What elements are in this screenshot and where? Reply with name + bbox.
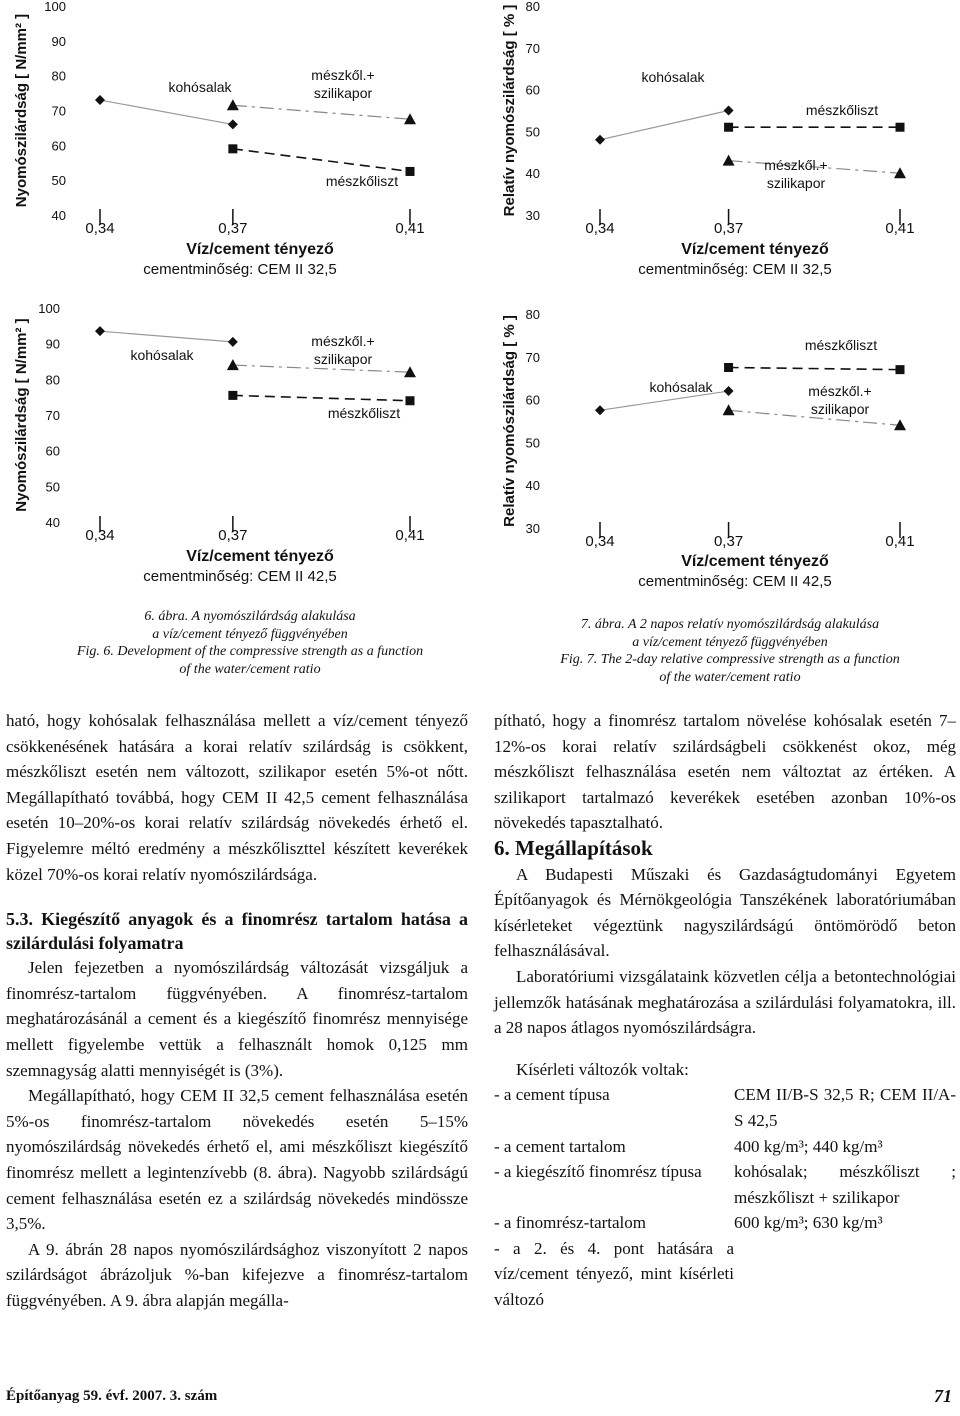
y-axis-label: Relatív nyomószilárdság [ % ] <box>500 4 518 217</box>
fig7-caption-en-2: of the water/cement ratio <box>659 669 801 685</box>
y-tick-label: 60 <box>525 392 540 408</box>
x-tick-label: 0,37 <box>713 220 744 237</box>
left-paragraph-1: ható, hogy kohósalak felhasználása mellett a víz/cement tényező csökkenésének hatására a korai relatív szilárdság is csökkent, mészkőliszt esetén nem változott, szilikapor esetén 5%-ot nőtt. Megállapítható továbbá, hogy CEM II 42,5 cement felhasználása esetén 10–20%-os korai relatív szilárdság növekedés érhető el. Figyelemre méltó eredmény a mészkőliszttel készített keverékek közel 70%-os korai relatív nyomószilárdsága. <box>6 711 468 884</box>
section-heading-6: 6. Megállapítások <box>494 835 653 860</box>
series-label: mészkől.+ <box>311 333 375 349</box>
x-tick-label: 0,41 <box>395 220 425 237</box>
x-tick-label: 0,37 <box>713 533 744 550</box>
series-label: kohósalak <box>130 347 194 363</box>
series-label: szilikapor <box>766 175 826 191</box>
data-point-triangle <box>723 155 735 166</box>
y-tick-label: 30 <box>525 208 540 223</box>
series-label: szilikapor <box>810 401 870 417</box>
y-tick-label: 90 <box>51 33 66 49</box>
series-line <box>100 100 233 124</box>
data-point-triangle <box>723 404 735 415</box>
y-tick-label: 90 <box>45 336 60 352</box>
list-item: - a kiegészítő finomrész típusa kohósalak; mészkőliszt ; mészkőliszt + szilikapor <box>494 1162 956 1207</box>
chart-subtitle: cementminőség: CEM II 42,5 <box>638 573 832 590</box>
fig7-caption-en-1: Fig. 7. The 2-day relative compressive strength as a function <box>560 652 900 667</box>
series-label: mészkől.+ <box>764 157 828 173</box>
data-point-diamond <box>724 386 734 396</box>
series-label: szilikapor <box>313 351 373 367</box>
data-point-square <box>896 365 905 374</box>
chart-subtitle: cementminőség: CEM II 32,5 <box>638 261 832 278</box>
y-tick-label: 80 <box>525 0 540 14</box>
y-tick-label: 40 <box>51 208 66 223</box>
right-paragraph-3: Laboratóriumi vizsgálataink közvetlen célja a betontechnológiai jellemzők hatásának meghatározása a szilárdulási folyamatokra, ill. a 28 napos átlagos nyomószilárdságra. <box>494 966 956 1038</box>
x-tick-label: 0,34 <box>585 220 615 237</box>
series-line <box>729 368 900 370</box>
variables-list-title: Kísérleti változók voltak: <box>516 1059 689 1079</box>
x-tick-label: 0,41 <box>885 533 915 550</box>
series-label: mészkől.+ <box>311 67 375 83</box>
fig6-caption-en-1: Fig. 6. Development of the compressive strength as a function <box>76 644 424 659</box>
x-axis-label: Víz/cement tényező <box>681 553 829 570</box>
y-tick-label: 70 <box>525 40 540 56</box>
y-tick-label: 30 <box>525 521 540 536</box>
data-point-triangle <box>227 359 239 370</box>
left-paragraph-3: Megállapítható, hogy CEM II 32,5 cement felhasználása esetén 5%-os finomrész-tartalom növekedés esetén 5–15% nyomószilárdság növekedés érhető el, ami mészkőliszt kiegészítő finomrész mellett a legintenzívebb (8. ábra). Nagyobb szilárdságú cement felhasználása esetén ez a szilárdság növekedés mindössze 3,5%. <box>6 1086 468 1234</box>
right-column <box>494 708 956 1313</box>
fig6-caption-hu-2: a víz/cement tényező függvényében <box>152 626 348 642</box>
data-point-diamond <box>595 135 605 145</box>
series-label: szilikapor <box>313 85 373 101</box>
y-tick-label: 100 <box>44 0 66 14</box>
x-tick-label: 0,34 <box>585 533 615 550</box>
y-tick-label: 70 <box>51 103 66 119</box>
y-tick-label: 60 <box>51 138 66 154</box>
fig7-caption-hu-1: 7. ábra. A 2 napos relatív nyomószilárdság alakulása <box>580 617 880 632</box>
x-tick-label: 0,41 <box>395 527 425 544</box>
list-item: - a cement tartalom 400 kg/m³; 440 kg/m³ <box>494 1136 883 1156</box>
data-point-square <box>896 123 905 132</box>
right-paragraph-2: A Budapesti Műszaki és Gazdaságtudományi Egyetem Építőanyagok és Mérnökgeológia Tanszékének laboratóriumában kísérleteket végeztünk nagyszilárdságú öntömörödő beton felhasználásával. <box>494 864 956 961</box>
y-tick-label: 100 <box>38 301 60 316</box>
left-column <box>6 708 468 1313</box>
y-tick-label: 40 <box>525 478 540 494</box>
data-point-diamond <box>595 405 605 415</box>
x-tick-label: 0,34 <box>85 220 115 237</box>
y-tick-label: 70 <box>45 408 60 423</box>
data-point-diamond <box>228 337 238 347</box>
list-item: - a cement típusa CEM II/B-S 32,5 R; CEM II/A-S 42,5 <box>494 1085 956 1130</box>
series-line <box>233 149 410 172</box>
list-item: - a 2. és 4. pont hatására a víz/cement tényező, mint kísérleti változó <box>494 1238 734 1310</box>
fig6-caption-hu-1: 6. ábra. A nyomószilárdság alakulása <box>144 609 356 624</box>
variables-list <box>494 1057 956 1313</box>
x-tick-label: 0,34 <box>85 527 115 544</box>
chart-subtitle: cementminőség: CEM II 32,5 <box>143 261 337 278</box>
left-paragraph-2: Jelen fejezetben a nyomószilárdság változását vizsgáljuk a finomrész-tartalom függvényében. A finomrész-tartalom meghatározásánál a cement és a kiegészítő finomrész mennyisége mellett figyelembe vettük a felhasznált homok 0,125 mm szemnagyság alatti mennyiségét is (3%). <box>6 958 468 1080</box>
x-axis-label: Víz/cement tényező <box>186 241 334 258</box>
series-label: mészkőliszt <box>327 405 401 421</box>
data-point-square <box>406 167 415 176</box>
data-point-square <box>228 391 237 400</box>
chart-subtitle: cementminőség: CEM II 42,5 <box>143 568 337 585</box>
section-heading-5-3: 5.3. Kiegészítő anyagok és a finomrész tartalom hatása a szilárdulási folyamatra <box>6 909 468 954</box>
fig6-caption-en-2: of the water/cement ratio <box>179 661 321 677</box>
page-number: 71 <box>934 1386 952 1406</box>
y-tick-label: 50 <box>45 479 60 495</box>
x-tick-label: 0,37 <box>218 527 248 544</box>
series-label: kohósalak <box>641 69 705 85</box>
fig6-caption <box>40 608 460 678</box>
y-tick-label: 60 <box>525 82 540 98</box>
series-label: kohósalak <box>649 379 713 395</box>
data-point-diamond <box>724 106 734 116</box>
data-point-square <box>406 396 415 405</box>
footer-journal: Építőanyag 59. évf. 2007. 3. szám <box>6 1388 218 1404</box>
y-tick-label: 50 <box>525 435 540 451</box>
data-point-diamond <box>95 95 105 105</box>
left-paragraph-4: A 9. ábrán 28 napos nyomószilárdsághoz viszonyított 2 napos szilárdságot ábrázoljuk %-ban kifejezve a finomrész-tartalom függvényében. A 9. ábra alapján megálla- <box>6 1239 468 1310</box>
fig7-top-chart <box>490 0 960 292</box>
data-point-square <box>228 144 237 153</box>
data-point-triangle <box>227 99 239 110</box>
data-point-square <box>724 123 733 132</box>
data-point-diamond <box>95 326 105 336</box>
fig6-top-chart <box>0 0 470 292</box>
list-item: - a finomrész-tartalom 600 kg/m³; 630 kg/m³ <box>494 1213 883 1233</box>
x-tick-label: 0,37 <box>218 220 248 237</box>
y-tick-label: 60 <box>45 443 60 459</box>
y-axis-label: Relatív nyomószilárdság [ % ] <box>500 315 518 527</box>
series-line <box>233 395 410 400</box>
series-label: kohósalak <box>168 79 232 95</box>
series-label: mészkőliszt <box>325 173 399 189</box>
right-paragraph-1: pítható, hogy a finomrész tartalom növelése kohósalak esetén 7–12%-os korai relatív szilárdságbeli csökkenést okoz, még mészkőliszt felhasználása esetén nem változtat az értéken. A szilikaport tartalmazó keverékek esetében azonban 10%-os növekedés tapasztalható. <box>494 711 956 833</box>
data-point-diamond <box>228 119 238 129</box>
series-label: mészkőliszt <box>804 337 878 353</box>
series-line <box>233 105 410 119</box>
y-tick-label: 80 <box>51 68 66 84</box>
y-tick-label: 70 <box>525 349 540 365</box>
y-tick-label: 80 <box>525 307 540 322</box>
fig7-bottom-chart <box>490 296 960 608</box>
fig7-caption-hu-2: a víz/cement tényező függvényében <box>632 634 828 650</box>
fig6-bottom-chart <box>0 296 470 608</box>
y-tick-label: 40 <box>45 515 60 530</box>
series-line <box>600 111 729 140</box>
series-label: mészkőliszt <box>805 102 879 118</box>
series-label: mészkől.+ <box>808 383 872 399</box>
y-axis-label: Nyomószilárdság [ N/mm² ] <box>12 318 30 512</box>
x-axis-label: Víz/cement tényező <box>186 548 334 565</box>
fig7-caption <box>500 616 960 686</box>
series-line <box>100 331 233 342</box>
y-tick-label: 50 <box>525 124 540 140</box>
x-tick-label: 0,41 <box>885 220 915 237</box>
y-axis-label: Nyomószilárdság [ N/mm² ] <box>12 13 30 208</box>
y-tick-label: 40 <box>525 166 540 182</box>
y-tick-label: 50 <box>51 173 66 189</box>
y-tick-label: 80 <box>45 372 60 388</box>
data-point-square <box>724 363 733 372</box>
x-axis-label: Víz/cement tényező <box>681 241 829 258</box>
